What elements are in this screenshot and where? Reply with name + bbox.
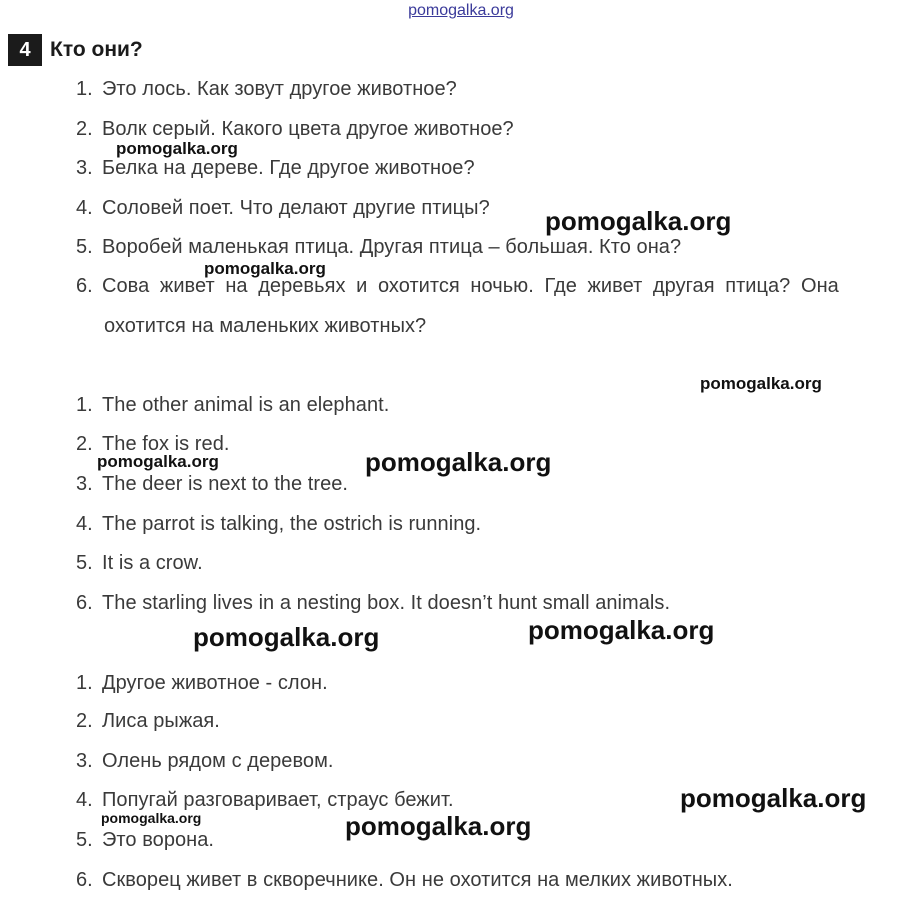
watermark: pomogalka.org xyxy=(193,622,380,652)
task-title: Кто они? xyxy=(50,38,143,61)
answer-ru-2: 2. Лиса рыжая. xyxy=(76,710,220,732)
answer-en-1: 1. The other animal is an elephant. xyxy=(76,394,390,416)
watermark: pomogalka.org xyxy=(116,139,238,158)
answer-ru-3: 3. Олень рядом с деревом. xyxy=(76,750,334,772)
watermark: pomogalka.org xyxy=(345,811,532,841)
watermark: pomogalka.org xyxy=(528,615,715,645)
question-ru-6-continued: охотится на маленьких животных? xyxy=(104,315,427,337)
answer-ru-5: 5. Это ворона. xyxy=(76,829,215,851)
task-number-badge: 4 xyxy=(8,34,42,66)
answer-en-3: 3. The deer is next to the tree. xyxy=(76,473,349,495)
question-ru-6: 6. Сова живет на деревьях и охотится ночью. Где живет другая птица? Она xyxy=(76,275,839,297)
question-ru-2: 2. Волк серый. Какого цвета другое животное? xyxy=(76,118,514,140)
task-header xyxy=(8,34,143,66)
site-link[interactable]: pomogalka.org xyxy=(408,2,514,19)
question-ru-3: 3. Белка на дереве. Где другое животное? xyxy=(76,157,475,179)
answer-ru-6: 6. Скворец живет в скворечнике. Он не охотится на мелких животных. xyxy=(76,869,733,891)
answer-en-5: 5. It is a crow. xyxy=(76,552,203,574)
watermark: pomogalka.org xyxy=(680,783,867,813)
watermark: pomogalka.org xyxy=(545,206,732,236)
answer-en-6: 6. The starling lives in a nesting box. It doesn’t hunt small animals. xyxy=(76,592,671,614)
answer-en-2: 2. The fox is red. xyxy=(76,433,230,455)
question-ru-1: 1. Это лось. Как зовут другое животное? xyxy=(76,78,457,100)
watermark: pomogalka.org xyxy=(204,259,326,278)
answer-ru-4: 4. Попугай разговаривает, страус бежит. xyxy=(76,789,454,811)
watermark: pomogalka.org xyxy=(700,374,822,393)
answer-en-4: 4. The parrot is talking, the ostrich is running. xyxy=(76,513,482,535)
answer-ru-1: 1. Другое животное - слон. xyxy=(76,672,328,694)
question-ru-4: 4. Соловей поет. Что делают другие птицы? xyxy=(76,197,490,219)
watermark: pomogalka.org xyxy=(97,452,219,471)
question-ru-5: 5. Воробей маленькая птица. Другая птица – большая. Кто она? xyxy=(76,236,682,258)
watermark: pomogalka.org xyxy=(365,447,552,477)
watermark: pomogalka.org xyxy=(101,810,202,826)
